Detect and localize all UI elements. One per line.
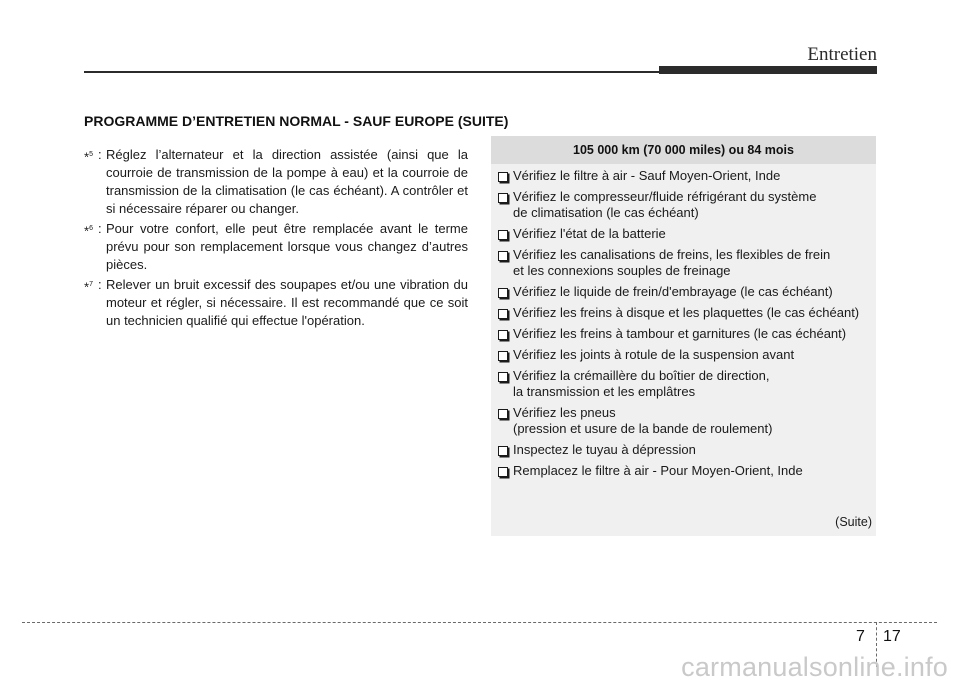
checklist-item-text	[513, 463, 876, 479]
checklist-item-text	[513, 189, 876, 221]
footnote-separator: :	[98, 221, 102, 236]
checkbox-icon	[498, 309, 508, 319]
checkbox-icon	[498, 330, 508, 340]
footnote-marker: *$^6$	[84, 223, 93, 239]
checkbox-icon	[498, 288, 508, 298]
checklist-item-line: de climatisation (le cas échéant)	[513, 205, 699, 220]
checklist-item-text	[513, 284, 876, 300]
checklist-item-line: (pression et usure de la bande de roulement)	[513, 421, 773, 436]
section-title: PROGRAMME D’ENTRETIEN NORMAL - SAUF EUROPE (SUITE)	[84, 113, 509, 129]
checklist-item-line: Vérifiez les joints à rotule de la suspension avant	[513, 347, 795, 362]
page-number: 17	[883, 628, 901, 645]
checklist-item	[498, 463, 876, 479]
checklist-item	[498, 405, 876, 437]
checklist-item	[498, 368, 876, 400]
checklist-item-line: Vérifiez les freins à disque et les plaquettes (le cas échéant)	[513, 305, 860, 320]
checklist-item-text	[513, 326, 876, 342]
checkbox-icon	[498, 230, 508, 240]
checkbox-icon	[498, 446, 508, 456]
checklist-item-text	[513, 226, 876, 242]
checklist-item-line: Vérifiez le filtre à air - Sauf Moyen-Orient, Inde	[513, 168, 781, 183]
checklist-item-line: Inspectez le tuyau à dépression	[513, 442, 696, 457]
checklist-item-text	[513, 442, 876, 458]
header-rule	[84, 71, 659, 73]
checklist-item-line: Vérifiez les pneus	[513, 405, 616, 420]
checklist-item-text	[513, 247, 876, 279]
footnote	[84, 276, 468, 330]
checklist-item-line: et les connexions souples de freinage	[513, 263, 731, 278]
checkbox-icon	[498, 372, 508, 382]
checklist-item	[498, 347, 876, 363]
checklist-item	[498, 442, 876, 458]
checklist-item	[498, 189, 876, 221]
checkbox-icon	[498, 351, 508, 361]
maintenance-panel	[491, 136, 876, 536]
checklist	[491, 164, 876, 479]
watermark: carmanualsonline.info	[681, 652, 948, 682]
checklist-item-line: Vérifiez les canalisations de freins, les flexibles de frein	[513, 247, 831, 262]
checklist-item	[498, 284, 876, 300]
checkbox-icon	[498, 409, 508, 419]
continued-label: (Suite)	[835, 515, 872, 529]
checkbox-icon	[498, 172, 508, 182]
checklist-item	[498, 326, 876, 342]
checklist-item	[498, 247, 876, 279]
checklist-item	[498, 226, 876, 242]
footnote-text: Pour votre confort, elle peut être remplacée avant le terme prévu pour son remplacement lorsque vous changez d’autres pièces.	[106, 221, 468, 272]
footnotes	[84, 146, 468, 332]
checklist-item-line: Vérifiez la crémaillère du boîtier de direction,	[513, 368, 770, 383]
footnote-text: Relever un bruit excessif des soupapes et/ou une vibration du moteur et régler, si nécessaire. Il est recommandé que ce soit un technicien qualifié qui effectue l'opération.	[106, 277, 468, 328]
checklist-item-line: la transmission et les emplâtres	[513, 384, 696, 399]
checklist-item-line: Vérifiez le liquide de frein/d'embrayage (le cas échéant)	[513, 284, 833, 299]
footnote-separator: :	[98, 147, 102, 162]
footnote-marker: *$^5$	[84, 149, 93, 165]
checklist-item-text	[513, 405, 876, 437]
checklist-item	[498, 168, 876, 184]
checkbox-icon	[498, 193, 508, 203]
panel-header: 105 000 km (70 000 miles) ou 84 mois	[491, 136, 876, 164]
footnote	[84, 146, 468, 218]
checklist-item-text	[513, 168, 876, 184]
chapter-number: 7	[856, 628, 865, 645]
footnote-separator: :	[98, 277, 102, 292]
checklist-item-text	[513, 305, 876, 321]
header-rule-bar	[659, 66, 877, 74]
checkbox-icon	[498, 467, 508, 477]
checklist-item-line: Vérifiez les freins à tambour et garnitures (le cas échéant)	[513, 326, 847, 341]
checklist-item-line: Vérifiez l'état de la batterie	[513, 226, 666, 241]
checklist-item	[498, 305, 876, 321]
checkbox-icon	[498, 251, 508, 261]
checklist-item-line: Remplacez le filtre à air - Pour Moyen-Orient, Inde	[513, 463, 803, 478]
footnote-marker: *$^7$	[84, 279, 93, 295]
checklist-item-text	[513, 368, 876, 400]
footer-rule	[22, 622, 937, 623]
checklist-item-line: Vérifiez le compresseur/fluide réfrigérant du système	[513, 189, 817, 204]
footnote	[84, 220, 468, 274]
header-title: Entretien	[807, 44, 877, 65]
footnote-text: Réglez l’alternateur et la direction assistée (ainsi que la courroie de transmission de la pompe à eau) et la courroie de transmission de la climatisation (le cas échéant). A contrôler et si nécessaire réparer ou changer.	[106, 147, 468, 216]
checklist-item-text	[513, 347, 876, 363]
